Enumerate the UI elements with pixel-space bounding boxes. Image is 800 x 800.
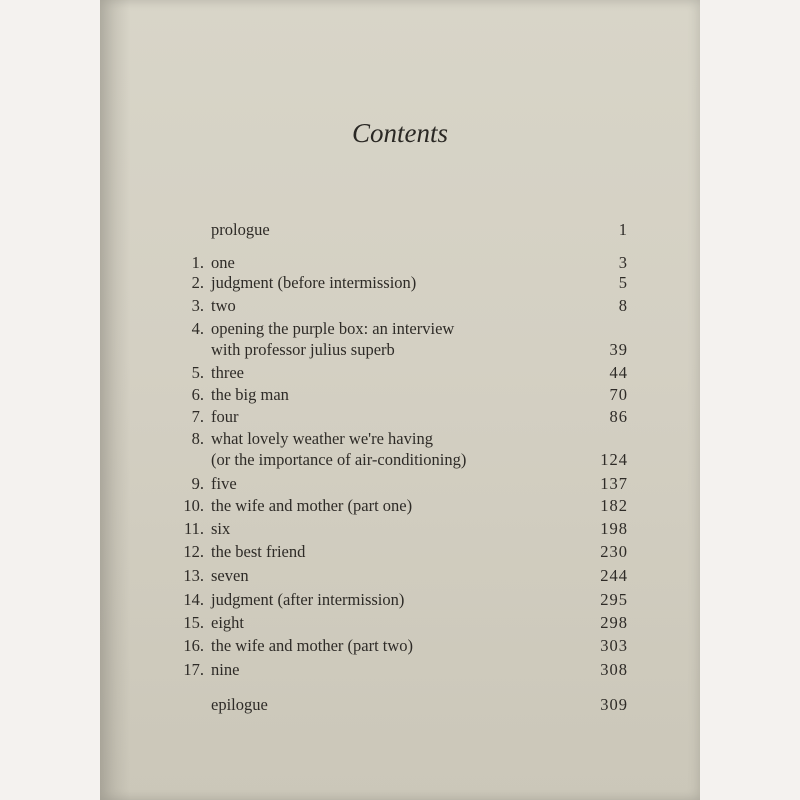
page-number: 137 [600,474,628,493]
page-number: 298 [600,613,628,632]
chapter-title: six [211,519,231,538]
toc-entry [0,449,800,471]
chapter-number: 16. [183,636,204,655]
chapter-title: the best friend [211,542,306,561]
page-number: 5 [618,273,628,292]
chapter-title: four [211,407,239,426]
page-number: 1 [618,220,628,239]
toc-entry [0,384,800,406]
page-number: 124 [600,450,628,469]
chapter-number: 7. [191,407,204,426]
chapter-title: nine [211,660,240,679]
chapter-number: 11. [183,519,204,538]
toc-entry [0,272,800,294]
chapter-title: what lovely weather we're having [211,429,433,448]
toc-entry [0,694,800,716]
page-number: 308 [600,660,628,679]
chapter-number: 5. [191,363,204,382]
chapter-title: one [211,253,235,272]
chapter-title: seven [211,566,249,585]
chapter-title: the wife and mother (part one) [211,496,413,515]
toc-entry [0,318,800,340]
chapter-number: 12. [183,542,204,561]
page-number: 230 [600,542,628,561]
toc-entry [0,339,800,361]
chapter-title: judgment (before intermission) [211,273,417,292]
page-number: 39 [609,340,628,359]
toc-entry [0,428,800,450]
chapter-title: eight [211,613,244,632]
chapter-number: 1. [191,253,204,272]
page-number: 295 [600,590,628,609]
chapter-number: 8. [191,429,204,448]
chapter-number: 14. [183,590,204,609]
chapter-number: 10. [183,496,204,515]
chapter-number: 3. [191,296,204,315]
chapter-number: 15. [183,613,204,632]
page-number: 198 [600,519,628,538]
toc-entry [0,659,800,681]
chapter-number: 6. [191,385,204,404]
chapter-title: with professor julius superb [211,340,395,359]
page-number: 182 [600,496,628,515]
chapter-number: 2. [191,273,204,292]
chapter-title: three [211,363,244,382]
chapter-number: 9. [191,474,204,493]
chapter-number: 13. [183,566,204,585]
toc-entry [0,565,800,587]
chapter-title: prologue [211,220,270,239]
chapter-title: two [211,296,236,315]
toc-entry [0,362,800,384]
chapter-number: 4. [191,319,204,338]
page-number: 244 [600,566,628,585]
page-number: 86 [609,407,628,426]
page-number: 303 [600,636,628,655]
toc-entry [0,252,800,274]
page-number: 8 [618,296,628,315]
toc-entry [0,219,800,241]
toc-entry [0,295,800,317]
toc-entry [0,635,800,657]
chapter-title: five [211,474,237,493]
toc-entry [0,495,800,517]
chapter-title: (or the importance of air-conditioning) [211,450,467,469]
toc-entry [0,406,800,428]
contents-title: Contents [351,118,448,148]
page-number: 309 [600,695,628,714]
chapter-title: the wife and mother (part two) [211,636,414,655]
toc-entry [0,589,800,611]
toc-entry [0,473,800,495]
chapter-title: opening the purple box: an interview [211,319,455,338]
chapter-title: judgment (after intermission) [211,590,405,609]
chapter-number: 17. [183,660,204,679]
page-number: 44 [609,363,628,382]
toc-entry [0,612,800,634]
toc-entry [0,518,800,540]
chapter-title: epilogue [211,695,268,714]
toc-entry [0,541,800,563]
page-number: 3 [618,253,628,272]
page-number: 70 [609,385,628,404]
chapter-title: the big man [211,385,289,404]
